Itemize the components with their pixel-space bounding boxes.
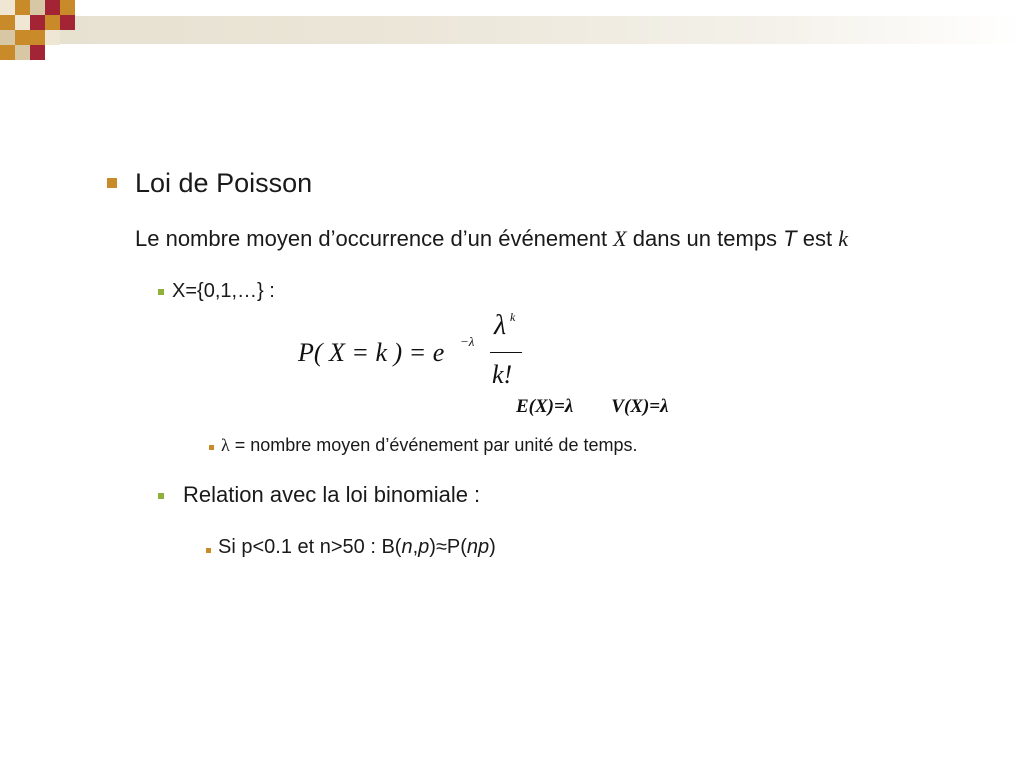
intro-text-a: Le nombre moyen d’occurrence d’un événement bbox=[135, 226, 614, 251]
fraction-bar bbox=[490, 352, 522, 353]
intro-var-k: k bbox=[838, 226, 848, 251]
approx-bullet bbox=[206, 548, 211, 553]
approx-comma: , bbox=[412, 536, 419, 558]
lambda-definition bbox=[221, 435, 637, 456]
intro-var-x: X bbox=[613, 226, 627, 251]
intro-text-b: dans un temps bbox=[626, 226, 784, 251]
lambda-bullet bbox=[209, 445, 214, 450]
approx-text-c: ) bbox=[489, 536, 496, 558]
slide-title: Loi de Poisson bbox=[135, 168, 313, 198]
expectation: E(X)=λ bbox=[516, 396, 574, 417]
formula-numerator: λ bbox=[494, 310, 507, 341]
approx-np: np bbox=[466, 536, 490, 558]
formula-exponent: −λ bbox=[460, 334, 475, 349]
approx-n: n bbox=[401, 536, 413, 558]
intro-var-t: T bbox=[783, 226, 797, 251]
poisson-formula bbox=[298, 310, 538, 400]
variance: V(X)=λ bbox=[611, 396, 669, 417]
intro-text bbox=[135, 226, 848, 252]
title-bullet bbox=[107, 178, 117, 188]
support-bullet bbox=[158, 289, 164, 295]
relation-bullet bbox=[158, 493, 164, 499]
formula-lhs: P( X = k ) = e bbox=[298, 338, 445, 367]
approx-p: p bbox=[418, 536, 430, 558]
approx-text-a: Si p<0.1 et n>50 : B( bbox=[218, 536, 402, 558]
intro-text-c: est bbox=[796, 226, 839, 251]
relation-text: Relation avec la loi binomiale : bbox=[183, 482, 481, 507]
approx-text-b: )≈P( bbox=[429, 536, 467, 558]
moments bbox=[516, 396, 669, 418]
lambda-text: = nombre moyen d’événement par unité de temps. bbox=[229, 435, 638, 455]
header-band bbox=[0, 16, 1024, 44]
lambda-symbol: λ bbox=[221, 435, 230, 455]
support-set: X={0,1,…} : bbox=[172, 280, 275, 302]
approximation-text bbox=[218, 536, 496, 559]
formula-denominator: k! bbox=[492, 360, 513, 389]
formula-numerator-power: k bbox=[510, 310, 516, 324]
